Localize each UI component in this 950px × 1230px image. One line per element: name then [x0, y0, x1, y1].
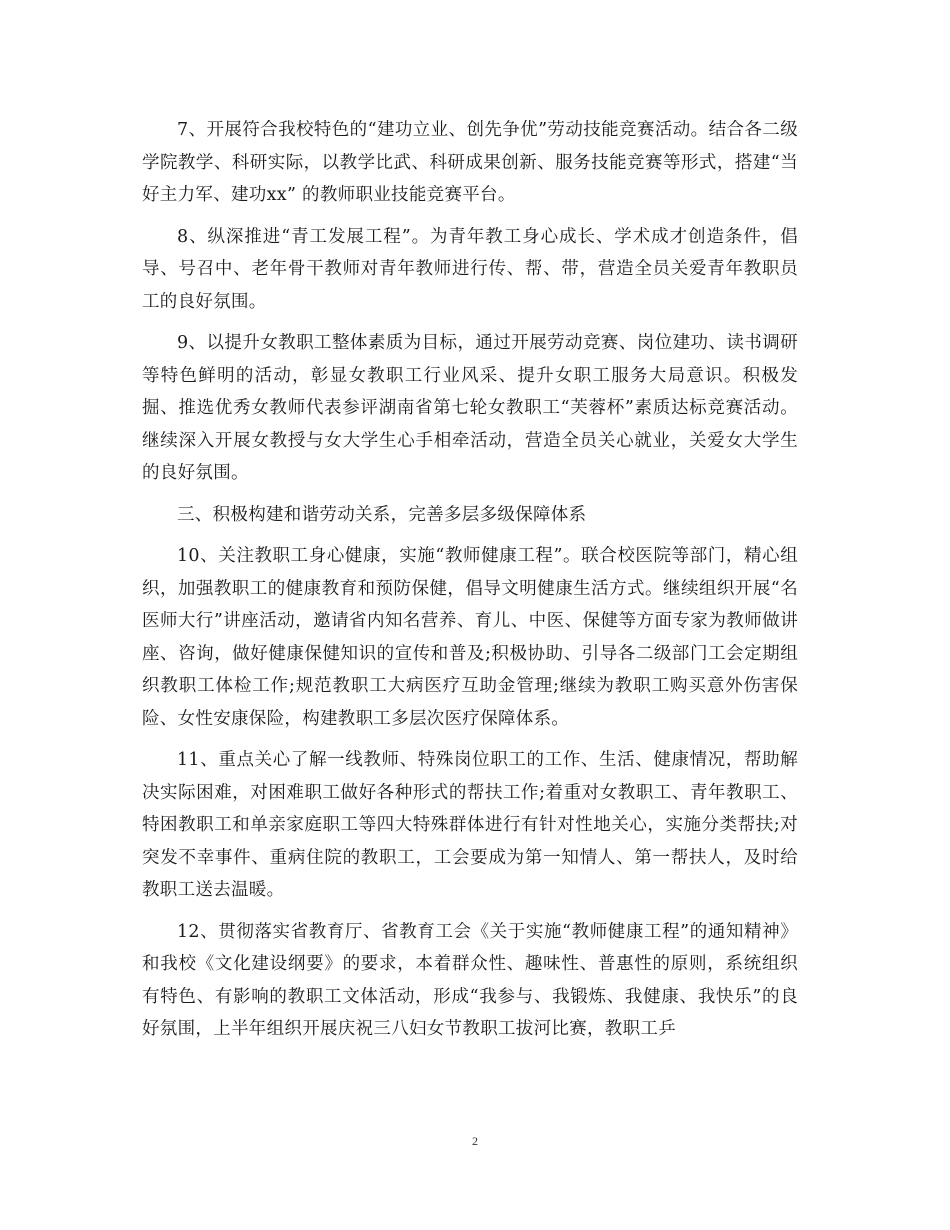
paragraph-item-8: 8、纵深推进“青工发展工程”。为青年教工身心成长、学术成才创造条件，倡导、号召中、老年骨干教师对青年教师进行传、帮、带，营造全员关爱青年教职员工的良好氛围。 [142, 226, 798, 312]
paragraph-item-9: 9、以提升女教职工整体素质为目标，通过开展劳动竞赛、岗位建功、读书调研等特色鲜明的活动，彰显女教职工行业风采、提升女职工服务大局意识。积极发掘、推选优秀女教师代表参评湖南省第七轮女教职工“芙蓉杯”素质达标竞赛活动。继续深入开展女教授与女大学生心手相牵活动，营造全员关心就业，关爱女大学生的良好氛围。 [142, 333, 798, 483]
section-heading-three: 三、积极构建和谐劳动关系，完善多层多级保障体系 [177, 504, 587, 525]
paragraph-item-12: 12、贯彻落实省教育厅、省教育工会《关于实施“教师健康工程”的通知精神》和我校《文化建设纲要》的要求，本着群众性、趣味性、普惠性的原则，系统组织有特色、有影响的教职工文体活动，形成“我参与、我锻炼、我健康、我快乐”的良好氛围，上半年组织开展庆祝三八妇女节教职工拔河比赛，教职工乒 [142, 921, 798, 1039]
paragraph-item-7: 7、开展符合我校特色的“建功立业、创先争优”劳动技能竞赛活动。结合各二级学院教学、科研实际，以教学比武、科研成果创新、服务技能竞赛等形式，搭建“当好主力军、建功xx” 的教师职业技能竞赛平台。 [142, 120, 798, 205]
paragraph-item-10: 10、关注教职工身心健康，实施“教师健康工程”。联合校医院等部门，精心组织，加强教职工的健康教育和预防保健，倡导文明健康生活方式。继续组织开展“名医师大行”讲座活动，邀请省内知名营养、育儿、中医、保健等方面专家为教师做讲座、咨询，做好健康保健知识的宣传和普及;积极协助、引导各二级部门工会定期组织教职工体检工作;规范教职工大病医疗互助金管理;继续为教职工购买意外伤害保险、女性安康保险，构建教职工多层次医疗保障体系。 [142, 546, 798, 729]
page-number: 2 [472, 1134, 478, 1148]
paragraph-item-11: 11、重点关心了解一线教师、特殊岗位职工的工作、生活、健康情况，帮助解决实际困难，对困难职工做好各种形式的帮扶工作;着重对女教职工、青年教职工、特困教职工和单亲家庭职工等四大特殊群体进行有针对性地关心，实施分类帮扶;对突发不幸事件、重病住院的教职工，工会要成为第一知情人、第一帮扶人，及时给教职工送去温暖。 [142, 750, 798, 900]
document-body [142, 114, 798, 1055]
